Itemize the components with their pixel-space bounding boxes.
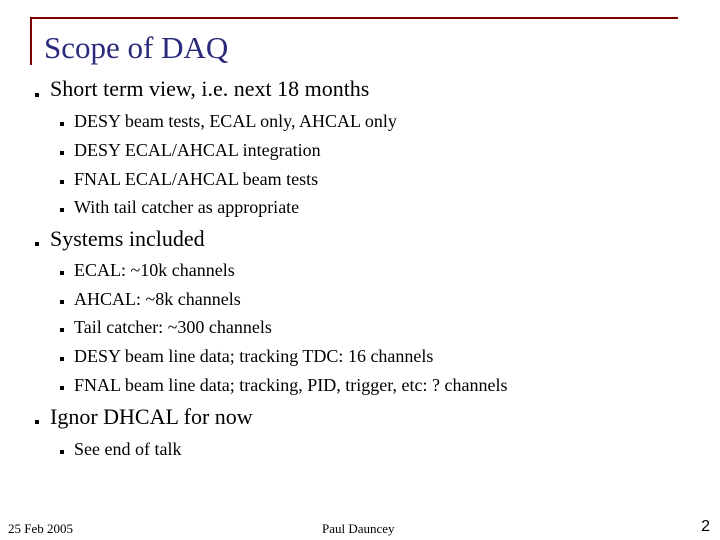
list-item: DESY ECAL/AHCAL integration (74, 140, 321, 160)
bullet-marker (60, 328, 64, 332)
page-number: 2 (701, 518, 710, 535)
bullet-marker (60, 151, 64, 155)
slide-title: Scope of DAQ (44, 30, 229, 65)
list-item: See end of talk (74, 439, 182, 459)
footer-date: 25 Feb 2005 (8, 521, 73, 536)
bullet-marker (60, 386, 64, 390)
bullet-marker (60, 208, 64, 212)
section-heading: Short term view, i.e. next 18 months (50, 76, 370, 101)
bullet-marker (60, 300, 64, 304)
footer-author: Paul Dauncey (322, 521, 395, 536)
list-item: Tail catcher: ~300 channels (74, 317, 272, 337)
list-item: FNAL ECAL/AHCAL beam tests (74, 169, 319, 189)
bullet-marker (35, 93, 39, 97)
bullet-marker (35, 242, 39, 246)
section-heading: Ignor DHCAL for now (50, 404, 253, 429)
bullet-marker (60, 450, 64, 454)
list-item: ECAL: ~10k channels (74, 260, 235, 280)
list-item: FNAL beam line data; tracking, PID, trigger, etc: ? channels (74, 375, 508, 395)
list-item: With tail catcher as appropriate (74, 197, 300, 217)
bullet-marker (35, 420, 39, 424)
list-item: DESY beam tests, ECAL only, AHCAL only (74, 111, 397, 131)
list-item: AHCAL: ~8k channels (74, 289, 241, 309)
section-heading: Systems included (50, 226, 205, 251)
bullet-marker (60, 180, 64, 184)
bullet-marker (60, 122, 64, 126)
bullet-marker (60, 271, 64, 275)
bullet-marker (60, 357, 64, 361)
list-item: DESY beam line data; tracking TDC: 16 channels (74, 346, 434, 366)
